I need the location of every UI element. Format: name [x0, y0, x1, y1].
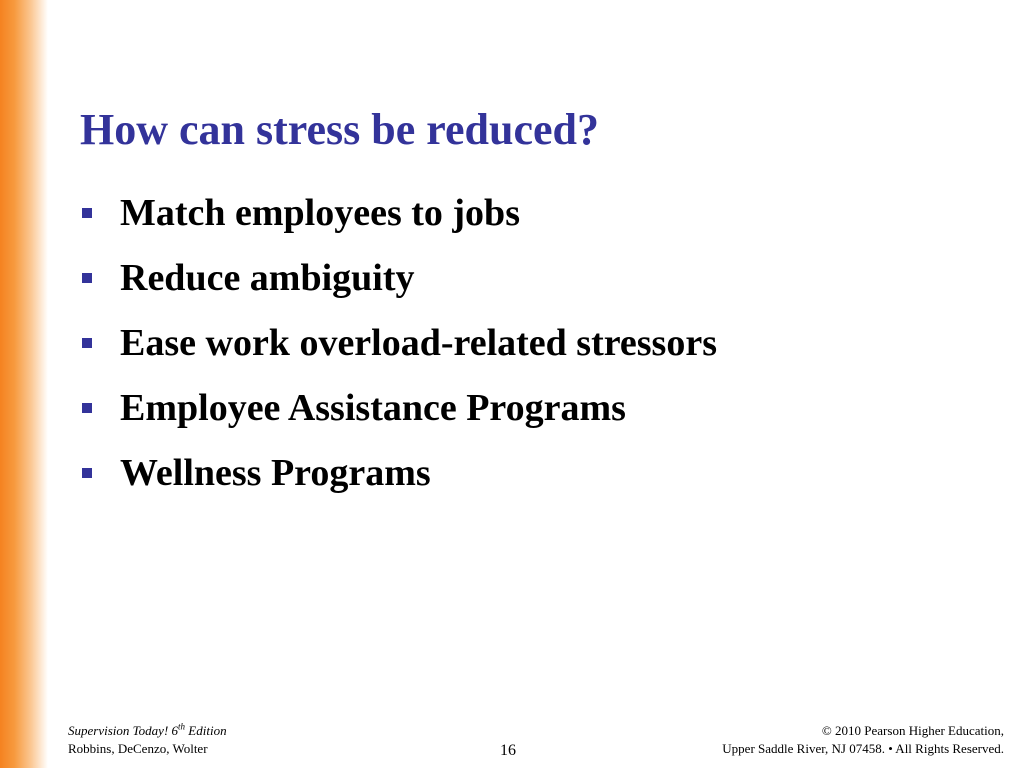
bullet-text: Employee Assistance Programs: [120, 386, 626, 429]
footer-book-title: [68, 722, 227, 740]
square-bullet-icon: [82, 273, 92, 283]
book-title-superscript: th: [178, 721, 186, 732]
bullet-item: [80, 180, 717, 245]
square-bullet-icon: [82, 403, 92, 413]
footer-authors: Robbins, DeCenzo, Wolter: [68, 741, 208, 756]
bullet-list: [80, 180, 717, 505]
bullet-item: [80, 245, 717, 310]
book-title-text: Supervision Today! 6: [68, 723, 179, 738]
bullet-text: Wellness Programs: [120, 451, 431, 494]
square-bullet-icon: [82, 208, 92, 218]
footer-book-info: [68, 722, 227, 758]
bullet-text: Ease work overload-related stressors: [120, 321, 717, 364]
bullet-item: [80, 310, 717, 375]
decorative-side-band: [0, 0, 48, 768]
bullet-text: Reduce ambiguity: [120, 256, 415, 299]
square-bullet-icon: [82, 338, 92, 348]
page-number: 16: [500, 742, 516, 759]
bullet-text: Match employees to jobs: [120, 191, 520, 234]
bullet-item: [80, 440, 717, 505]
book-title-suffix: Edition: [185, 723, 227, 738]
bullet-item: [80, 375, 717, 440]
footer-copyright: [722, 722, 1004, 758]
square-bullet-icon: [82, 468, 92, 478]
copyright-line-2: Upper Saddle River, NJ 07458. • All Rights Reserved.: [722, 741, 1004, 756]
copyright-line-1: © 2010 Pearson Higher Education,: [821, 723, 1004, 738]
slide-title: How can stress be reduced?: [80, 105, 600, 154]
